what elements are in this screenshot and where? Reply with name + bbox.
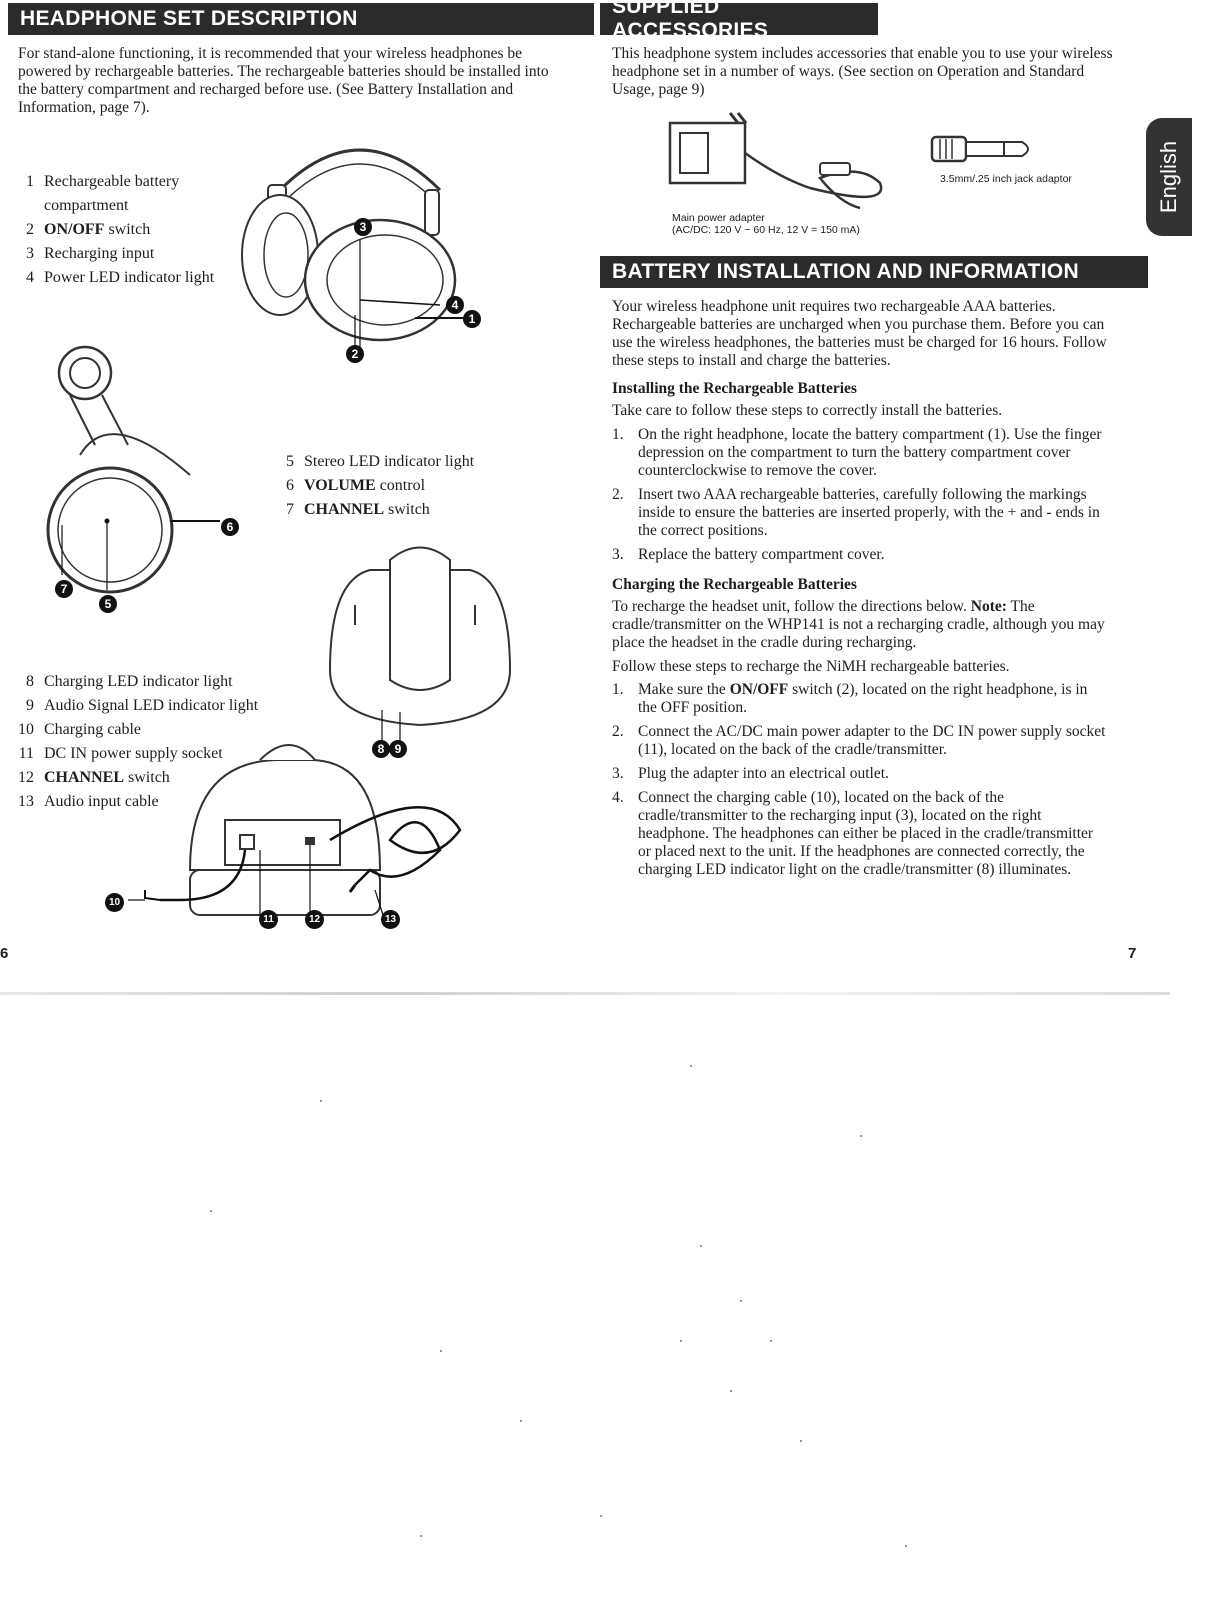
callout-7: 7: [55, 580, 73, 598]
part-item-5: [268, 450, 528, 474]
callout-5: 5: [99, 595, 117, 613]
callout-9: 9: [389, 740, 407, 758]
part-number: 4: [26, 269, 34, 286]
part-item-8: [8, 670, 308, 694]
part-label: ON/OFF switch: [44, 221, 151, 238]
step-number: 1.: [612, 681, 624, 698]
part-item-2: [8, 218, 218, 242]
page-number-right: 7: [1128, 945, 1137, 962]
installing-step: [612, 426, 1102, 480]
parts-list-earcup: [268, 450, 528, 522]
scan-speck: [730, 1390, 732, 1392]
callout-2: 2: [346, 345, 364, 363]
intro-paragraph: For stand-alone functioning, it is recommended that your wireless headphones be powered by rechargeable batteries. The rechargeable batteries should be installed into the battery compartment and recharged before use. (See Battery Installation and Information, page 7).: [18, 45, 549, 116]
battery-intro: Your wireless headphone unit requires two rechargeable AAA batteries. Rechargeable batteries are uncharged when you purchase them. Before you can use the wireless headphones, the batteries must be charged for 16 hours. Follow these steps to install and charge the batteries.: [612, 298, 1107, 369]
scan-speck: [420, 1535, 422, 1537]
scan-speck: [800, 1440, 802, 1442]
part-item-9: [8, 694, 308, 718]
scan-speck: [770, 1340, 772, 1342]
power-adapter-caption-2: (AC/DC: 120 V ~ 60 Hz, 12 V = 150 mA): [672, 224, 860, 236]
scan-speck: [440, 1350, 442, 1352]
callout-4: 4: [446, 296, 464, 314]
part-item-3: [8, 242, 218, 266]
part-item-1: [8, 170, 218, 218]
callout-1: 1: [463, 310, 481, 328]
part-label: Audio Signal LED indicator light: [44, 697, 259, 714]
section-header-supplied-accessories: SUPPLIED ACCESSORIES: [600, 3, 878, 35]
installing-title: Installing the Rechargeable Batteries: [612, 380, 857, 397]
scan-speck: [520, 1420, 522, 1422]
scan-speck: [905, 1545, 907, 1547]
part-number: 3: [26, 245, 34, 262]
scan-speck: [320, 1100, 322, 1102]
cradle-back-illustration: [100, 740, 480, 960]
charging-lead-3: Follow these steps to recharge the NiMH rechargeable batteries.: [612, 658, 1010, 675]
charging-note-label: Note:: [970, 598, 1007, 615]
language-tab: English: [1146, 118, 1192, 236]
charging-step: [612, 789, 1107, 879]
jack-adaptor-illustration: [930, 133, 1050, 165]
power-adapter-caption-1: Main power adapter: [672, 212, 765, 224]
part-label: VOLUME control: [304, 477, 426, 494]
cradle-front-illustration: [310, 540, 520, 770]
charging-lead-text-2: The cradle/transmitter on the WHP141 is not a recharging cradle, although you may place the headset in the cradle during recharging.: [612, 598, 1105, 651]
part-label: Charging cable: [44, 721, 142, 738]
scan-speck: [860, 1135, 862, 1137]
charging-lead: [612, 598, 1117, 652]
step-text: Insert two AAA rechargeable batteries, carefully following the markings inside to ensure the batteries are inserted properly, with the + and - ends in the correct positions.: [638, 486, 1100, 539]
part-label: Power LED indicator light: [44, 269, 215, 286]
parts-list-headphone: [8, 170, 218, 290]
step-number: 3.: [612, 765, 624, 782]
part-number: 11: [18, 745, 34, 762]
accessories-intro: This headphone system includes accessories that enable you to use your wireless headphone set in a number of ways. (See section on Operation and Standard Usage, page 9): [612, 45, 1113, 98]
page-fold-line: [0, 992, 1170, 995]
step-number: 2.: [612, 486, 624, 503]
part-item-6: [268, 474, 528, 498]
earcup-illustration: [40, 345, 270, 615]
scan-speck: [210, 1210, 212, 1212]
part-number: 8: [26, 673, 34, 690]
part-number: 10: [18, 721, 34, 738]
part-number: 5: [286, 453, 294, 470]
part-label: Recharging input: [44, 245, 155, 262]
part-label: Stereo LED indicator light: [304, 453, 475, 470]
part-label: Rechargeable battery compartment: [44, 173, 180, 214]
scan-speck: [690, 1065, 692, 1067]
page-number-left: 6: [0, 945, 9, 962]
part-label: Charging LED indicator light: [44, 673, 233, 690]
installing-step: [612, 546, 1102, 564]
part-number: 1: [26, 173, 34, 190]
scan-speck: [700, 1245, 702, 1247]
installing-step: [612, 486, 1102, 540]
charging-step: [612, 723, 1107, 759]
part-number: 12: [18, 769, 34, 786]
callout-3: 3: [354, 218, 372, 236]
part-item-4: [8, 266, 218, 290]
step-text: Plug the adapter into an electrical outlet.: [638, 765, 889, 782]
charging-steps-list: [612, 681, 1107, 885]
part-label: CHANNEL switch: [44, 769, 170, 786]
step-text: Replace the battery compartment cover.: [638, 546, 885, 563]
charging-step: [612, 765, 1107, 783]
part-number: 13: [18, 793, 34, 810]
callout-10: 10: [105, 893, 124, 912]
charging-step: [612, 681, 1107, 717]
callout-6: 6: [221, 518, 239, 536]
scan-speck: [600, 1515, 602, 1517]
step-number: 1.: [612, 426, 624, 443]
callout-11: 11: [259, 910, 278, 929]
part-item-7: [268, 498, 528, 522]
part-label: Audio input cable: [44, 793, 159, 810]
part-label: DC IN power supply socket: [44, 745, 223, 762]
section-header-headphone-set: HEADPHONE SET DESCRIPTION: [8, 3, 594, 35]
step-text: On the right headphone, locate the battery compartment (1). Use the finger depression on the compartment to turn the battery compartment cover counterclockwise to remove the cover.: [638, 426, 1102, 479]
step-number: 2.: [612, 723, 624, 740]
callout-8: 8: [372, 740, 390, 758]
section-header-battery: BATTERY INSTALLATION AND INFORMATION: [600, 256, 1148, 288]
installing-lead: Take care to follow these steps to correctly install the batteries.: [612, 402, 1003, 419]
installing-steps-list: [612, 426, 1102, 570]
step-number: 4.: [612, 789, 624, 806]
step-text: Make sure the ON/OFF switch (2), located on the right headphone, is in the OFF position.: [638, 681, 1088, 716]
power-adapter-illustration: [660, 108, 900, 218]
step-text: Connect the AC/DC main power adapter to the DC IN power supply socket (11), located on the back of the cradle/transmitter.: [638, 723, 1106, 758]
callout-13: 13: [381, 910, 400, 929]
charging-title: Charging the Rechargeable Batteries: [612, 576, 857, 593]
step-text: Connect the charging cable (10), located on the back of the cradle/transmitter to the recharging input (3), located on the right headphone. The headphones can either be placed in the cradle/transmitter or placed next to the unit. If the headphones are connected correctly, the charging LED indicator light on the cradle/transmitter (8) illuminates.: [638, 789, 1094, 878]
charging-lead-text-1: To recharge the headset unit, follow the directions below.: [612, 598, 971, 615]
part-number: 6: [286, 477, 294, 494]
part-number: 7: [286, 501, 294, 518]
scan-speck: [740, 1300, 742, 1302]
part-number: 2: [26, 221, 34, 238]
scan-speck: [680, 1340, 682, 1342]
step-number: 3.: [612, 546, 624, 563]
part-number: 9: [26, 697, 34, 714]
jack-adaptor-caption: 3.5mm/.25 inch jack adaptor: [940, 173, 1072, 185]
part-item-10: [8, 718, 308, 742]
part-label: CHANNEL switch: [304, 501, 430, 518]
callout-12: 12: [305, 910, 324, 929]
